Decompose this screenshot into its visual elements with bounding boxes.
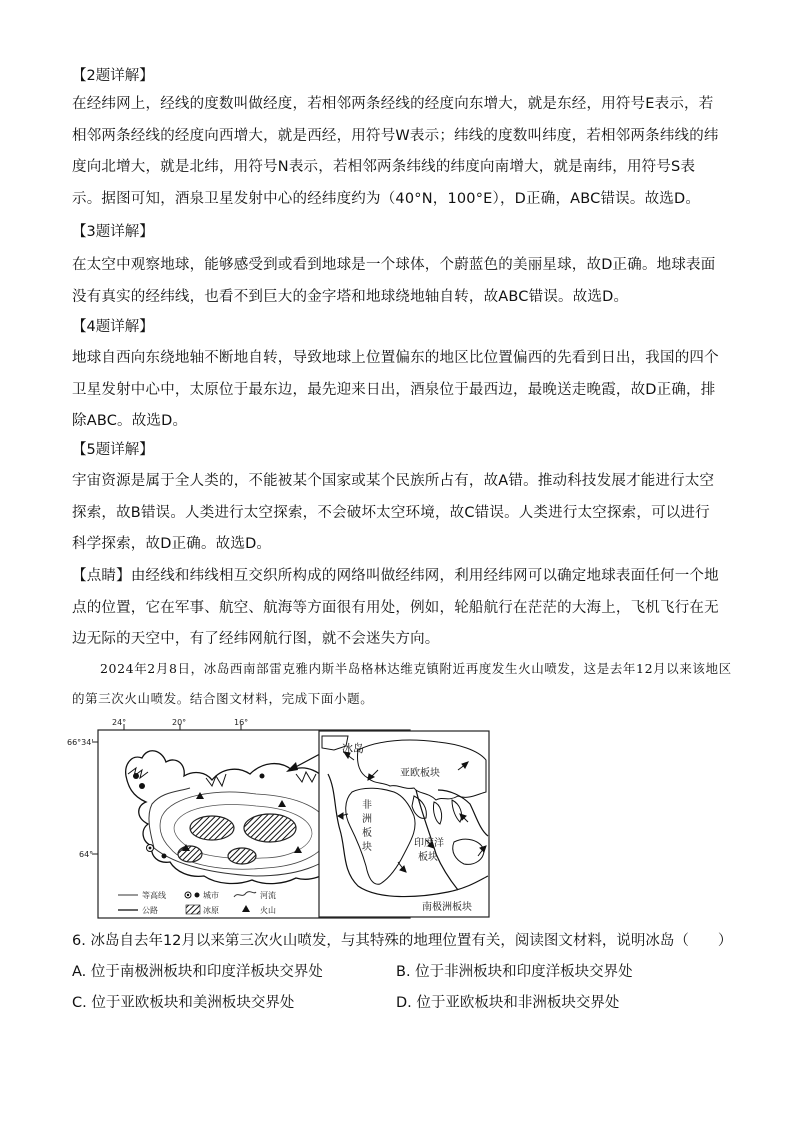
plate-map bbox=[318, 730, 490, 918]
option-a[interactable]: A. 位于南极洲板块和印度洋板块交界处 bbox=[72, 964, 323, 980]
question-stem: 6. 冰岛自去年12月以来第三次火山喷发，与其特殊的地理位置有关，阅读图文材料，说明冰岛（ ） bbox=[72, 933, 733, 949]
plate-map-figure bbox=[318, 730, 490, 918]
lon-label-24: 24° bbox=[112, 718, 127, 727]
label-african-3: 板 bbox=[362, 828, 372, 839]
lon-label-16: 16° bbox=[234, 718, 249, 727]
label-indian-2: 板块 bbox=[418, 852, 438, 863]
section-3-text: 在太空中观察地球，能够感受到或看到地球是一个球体，个蔚蓝色的美丽星球，故D正确。地球表面没有真实的经纬线，也看不到巨大的金字塔和地球绕地轴自转，故ABC错误。故选D。 bbox=[72, 257, 716, 305]
option-b[interactable]: B. 位于非洲板块和印度洋板块交界处 bbox=[396, 964, 633, 980]
material-intro bbox=[72, 654, 732, 714]
note-tag: 【点睛】 bbox=[72, 568, 131, 584]
section-2-text: 在经纬网上，经线的度数叫做经度，若相邻两条经线的经度向东增大，就是东经，用符号E表示，若相邻两条经线的经度向西增大，就是西经，用符号W表示；纬线的度数叫纬度，若相邻两条纬线的纬度向北增大，就是北纬，用符号N表示，若相邻两条纬线的纬度向南增大，就是南纬，用符号S表示。据图可知，酒泉卫星发射中心的经纬度约为（40°N，100°E），D正确，ABC错误。故选D。 bbox=[72, 96, 719, 207]
note-paragraph bbox=[72, 561, 724, 656]
note-text: 由经线和纬线相互交织所构成的网络叫做经纬网，利用经纬网可以确定地球表面任何一个地点的位置，它在军事、航空、航海等方面很有用处，例如，轮船航行在茫茫的大海上，飞机飞行在无边无际的天空中，有了经纬网航行图，就不会迷失方向。 bbox=[72, 568, 719, 647]
section-3-heading: 【3题详解】 bbox=[72, 224, 154, 240]
section-2-heading: 【2题详解】 bbox=[72, 68, 154, 84]
section-4-heading: 【4题详解】 bbox=[72, 319, 154, 335]
legend-road-label: 公路 bbox=[142, 906, 158, 915]
lat-label-66: 66°34' bbox=[67, 738, 94, 747]
option-d[interactable]: D. 位于亚欧板块和非洲板块交界处 bbox=[396, 995, 620, 1011]
label-african-1: 非 bbox=[362, 800, 372, 811]
label-eurasian-plate: 亚欧板块 bbox=[400, 768, 440, 779]
lon-label-20: 20° bbox=[172, 718, 187, 727]
section-5-heading: 【5题详解】 bbox=[72, 442, 154, 458]
label-indian-1: 印度洋 bbox=[414, 838, 444, 849]
legend-volcano-label: 火山 bbox=[260, 906, 276, 915]
legend-contour-label: 等高线 bbox=[142, 891, 166, 900]
legend-glacier-label: 冰原 bbox=[203, 906, 219, 915]
label-antarctic-plate: 南极洲板块 bbox=[422, 902, 472, 913]
label-african-4: 块 bbox=[362, 842, 372, 853]
label-african-2: 洲 bbox=[362, 814, 372, 825]
label-iceland: 冰岛 bbox=[342, 742, 364, 755]
legend-river-label: 河流 bbox=[260, 891, 276, 900]
legend-city-label: 城市 bbox=[203, 891, 219, 900]
option-c[interactable]: C. 位于亚欧板块和美洲板块交界处 bbox=[72, 995, 295, 1011]
material-intro-text: 2024年2月8日，冰岛西南部雷克雅内斯半岛格林达维克镇附近再度发生火山喷发，这是去年12月以来该地区的第三次火山喷发。结合图文材料，完成下面小题。 bbox=[72, 661, 732, 706]
lat-label-64: 64° bbox=[79, 850, 94, 859]
section-4-text: 地球自西向东绕地轴不断地自转，导致地球上位置偏东的地区比位置偏西的先看到日出，我国的四个卫星发射中心中，太原位于最东边，最先迎来日出，酒泉位于最西边，最晚送走晚霞，故D正确，排除ABC。故选D。 bbox=[72, 350, 719, 429]
section-5-text: 宇宙资源是属于全人类的，不能被某个国家或某个民族所占有，故A错。推动科技发展才能进行太空探索，故B错误。人类进行太空探索，不会破坏太空环境，故C错误。人类进行太空探索，可以进行科学探索，故D正确。故选D。 bbox=[72, 473, 715, 552]
